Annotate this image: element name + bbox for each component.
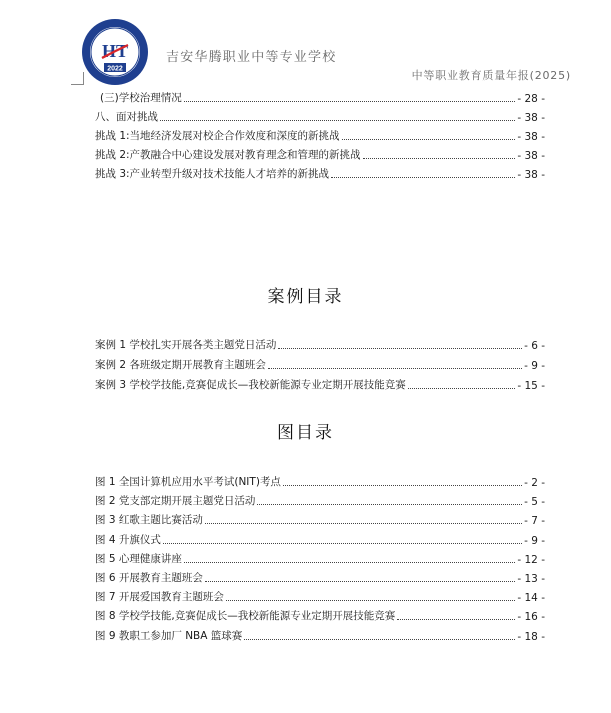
figure-entry[interactable] (95, 588, 545, 604)
toc-entry-page: - 38 - (517, 112, 545, 124)
case-entry-label: 案例 1 学校扎实开展各类主题党日活动 (95, 339, 277, 351)
toc-entry-label: 挑战 3:产业转型升级对技术技能人才培养的新挑战 (95, 168, 330, 180)
toc-entry[interactable] (95, 165, 545, 181)
figures-heading: 图目录 (277, 423, 334, 443)
toc-entry-page: - 38 - (517, 150, 545, 162)
figure-entry-page: - 14 - (517, 592, 545, 604)
leader-dots (278, 347, 522, 349)
case-entry-label: 案例 3 学校学技能,竞赛促成长—我校新能源专业定期开展技能竞赛 (95, 379, 406, 391)
leader-dots (397, 618, 515, 620)
figure-entry-label: 图 9 教职工参加厂 NBA 篮球赛 (95, 630, 243, 642)
leader-dots (163, 542, 522, 544)
leader-dots (184, 561, 516, 563)
toc-entry-page: - 38 - (517, 169, 545, 181)
case-entry-page: - 9 - (524, 360, 545, 372)
logo-letters: HT (101, 41, 129, 61)
leader-dots (160, 119, 515, 121)
case-entry[interactable] (95, 356, 545, 372)
toc-entry-page: - 28 - (517, 93, 545, 105)
leader-dots (226, 599, 516, 601)
school-name: 吉安华腾职业中等专业学校 (166, 50, 337, 65)
case-entry-page: - 15 - (517, 380, 545, 392)
logo-year: 2022 (107, 65, 123, 73)
case-entry[interactable] (95, 376, 545, 392)
toc-entry[interactable] (95, 108, 545, 124)
figure-entry-page: - 18 - (517, 631, 545, 643)
figure-entry-page: - 5 - (524, 496, 545, 508)
figure-entry-page: - 16 - (517, 611, 545, 623)
toc-entry[interactable] (95, 127, 545, 143)
report-title: 中等职业教育质量年报(2025) (411, 69, 571, 82)
leader-dots (257, 503, 522, 505)
figure-entry-page: - 12 - (517, 554, 545, 566)
leader-dots (244, 638, 515, 640)
margin-corner-mark (71, 72, 84, 85)
toc-entry-page: - 38 - (517, 131, 545, 143)
case-entry-label: 案例 2 各班级定期开展教育主题班会 (95, 359, 266, 371)
figure-entry[interactable] (95, 531, 545, 547)
case-entry-page: - 6 - (524, 340, 545, 352)
cases-heading: 案例目录 (267, 287, 344, 307)
toc-entry-label: 挑战 2:产教融合中心建设发展对教育理念和管理的新挑战 (95, 149, 361, 161)
case-entry[interactable] (95, 336, 545, 352)
leader-dots (342, 138, 516, 140)
leader-dots (331, 176, 515, 178)
figure-entry-page: - 2 - (524, 477, 545, 489)
figure-entry[interactable] (95, 607, 545, 623)
figure-entry-label: 图 6 开展教育主题班会 (95, 572, 203, 584)
leader-dots (184, 100, 516, 102)
toc-entry-label: 八、面对挑战 (95, 111, 158, 123)
leader-dots (205, 580, 516, 582)
figure-entry[interactable] (95, 511, 545, 527)
figure-entry[interactable] (95, 569, 545, 585)
figure-entry-label: 图 2 党支部定期开展主题党日活动 (95, 495, 256, 507)
figure-entry-label: 图 4 升旗仪式 (95, 534, 161, 546)
figure-entry-label: 图 1 全国计算机应用水平考试(NIT)考点 (95, 476, 281, 488)
figure-entry-page: - 13 - (517, 573, 545, 585)
figure-entry-label: 图 3 红歌主题比赛活动 (95, 514, 203, 526)
figure-entry[interactable] (95, 492, 545, 508)
figure-entry[interactable] (95, 473, 545, 489)
toc-entry-label: 挑战 1:当地经济发展对校企合作效度和深度的新挑战 (95, 130, 340, 142)
figure-entry[interactable] (95, 627, 545, 643)
leader-dots (363, 157, 516, 159)
toc-entry[interactable] (100, 89, 545, 105)
toc-entry-label: (三)学校治理情况 (100, 92, 182, 104)
figure-entry-page: - 7 - (524, 515, 545, 527)
figure-entry[interactable] (95, 550, 545, 566)
school-logo (80, 17, 150, 87)
figure-entry-page: - 9 - (524, 535, 545, 547)
figure-entry-label: 图 8 学校学技能,竞赛促成长—我校新能源专业定期开展技能竞赛 (95, 610, 396, 622)
toc-entry[interactable] (95, 146, 545, 162)
leader-dots (268, 367, 522, 369)
figure-entry-label: 图 5 心理健康讲座 (95, 553, 182, 565)
leader-dots (283, 484, 522, 486)
leader-dots (408, 387, 516, 389)
figure-entry-label: 图 7 开展爱国教育主题班会 (95, 591, 224, 603)
leader-dots (205, 522, 522, 524)
